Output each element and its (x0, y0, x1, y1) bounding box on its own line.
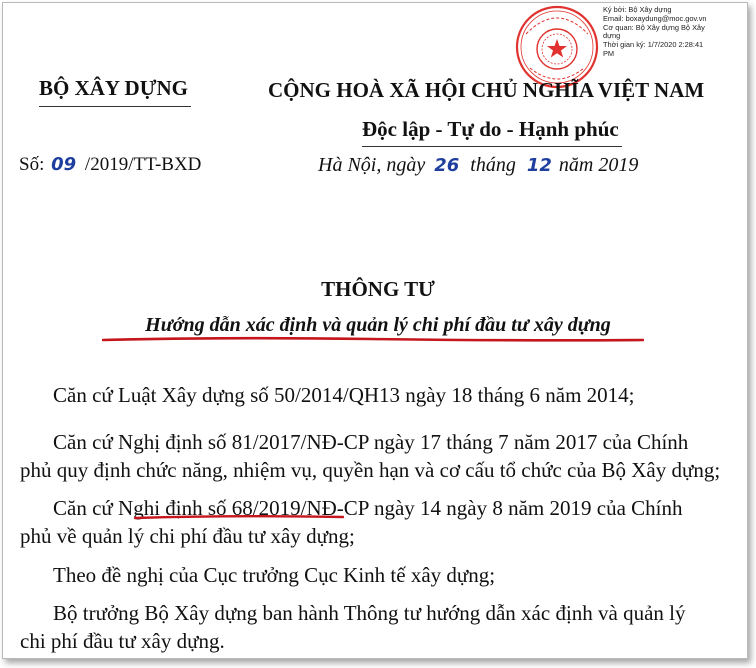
signature-time: Thời gian ký: 1/7/2020 2:28:41 (603, 40, 704, 49)
document-number-suffix: /2019/TT-BXD (84, 154, 202, 175)
signature-org: Cơ quan: Bộ Xây dựng Bộ Xây (603, 23, 705, 32)
date-month-handwritten: 12 (526, 155, 552, 176)
signature-email: Email: boxaydung@moc.gov.vn (603, 14, 707, 23)
paragraph-decree-68-line2: phủ về quản lý chi phí đầu tư xây dựng; (20, 524, 355, 548)
document-number (19, 154, 201, 176)
paragraph-promulgation-line1: Bộ trưởng Bộ Xây dựng ban hành Thông tư hướng dẫn xác định và quản lý (53, 601, 686, 625)
decree-68-highlight: Nghị định số 68/2019/ (118, 496, 307, 520)
ministry-divider (39, 106, 191, 107)
date-year: năm 2019 (558, 154, 639, 176)
document-type: THÔNG TƯ (321, 277, 435, 301)
signature-org-cont: dựng (603, 31, 621, 40)
document-number-prefix: Số: (19, 154, 45, 175)
paragraph-decree-81-line1: Căn cứ Nghị định số 81/2017/NĐ-CP ngày 17 tháng 7 năm 2017 của Chính (53, 430, 689, 454)
date-day-handwritten: 26 (434, 155, 460, 176)
country-name: CỘNG HOÀ XÃ HỘI CHỦ NGHĨA VIỆT NAM (268, 78, 705, 102)
issue-date (318, 154, 638, 177)
paragraph-promulgation-line2: chi phí đầu tư xây dựng. (20, 629, 225, 653)
ministry-name: BỘ XÂY DỰNG (39, 76, 188, 100)
date-month-label: tháng (470, 154, 516, 176)
paragraph-proposal: Theo đề nghị của Cục trưởng Cục Kinh tế xây dựng; (53, 563, 496, 587)
paragraph-law-basis: Căn cứ Luật Xây dựng số 50/2014/QH13 ngày 18 tháng 6 năm 2014; (53, 383, 635, 407)
paragraph-decree-81-line2: phủ quy định chức năng, nhiệm vụ, quyền hạn và cơ cấu tổ chức của Bộ Xây dựng; (20, 458, 721, 482)
document-subject: Hướng dẫn xác định và quản lý chi phí đầu tư xây dựng (145, 314, 611, 336)
decree-68-suffix: NĐ-CP ngày 14 ngày 8 năm 2019 của Chính (306, 496, 683, 520)
subject-underline (102, 335, 644, 345)
document-number-handwritten: 09 (51, 154, 77, 175)
date-prefix: Hà Nội, ngày (318, 154, 426, 176)
signature-time-cont: PM (603, 49, 615, 58)
motto-divider (362, 146, 622, 147)
decree-68-underline (134, 514, 344, 522)
national-motto: Độc lập - Tự do - Hạnh phúc (362, 117, 619, 141)
decree-68-prefix: Căn cứ (53, 496, 119, 520)
signature-signed-by: Ký bởi: Bộ Xây dựng (603, 5, 672, 14)
